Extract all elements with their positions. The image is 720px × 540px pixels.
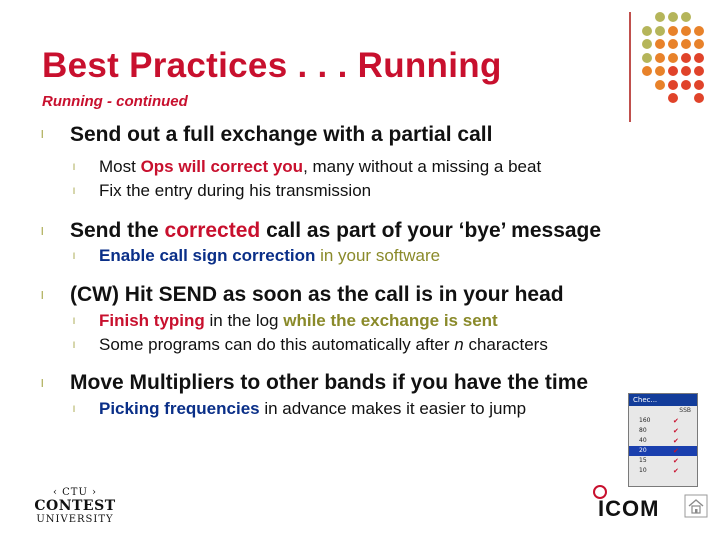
sub-item-4-1: Picking frequencies in advance makes it easier to jump xyxy=(99,399,527,418)
ctu-emblem: ‹ CTU › xyxy=(52,487,98,498)
sub-bullet-icon: l xyxy=(73,340,75,350)
bullet-item-2: Send the corrected call as part of your ‘bye’ message xyxy=(70,219,602,242)
check-icon: ✔ xyxy=(673,457,679,465)
decorative-dot xyxy=(655,53,665,63)
sub-item-1-2: Fix the entry during his transmission xyxy=(99,181,372,200)
check-icon: ✔ xyxy=(673,437,679,445)
decorative-dot-grid xyxy=(642,12,708,108)
sub-item-1-1: Most Ops will correct you, many without a missing a beat xyxy=(99,157,542,176)
bullet-item-4: Move Multipliers to other bands if you have the time xyxy=(70,371,589,394)
band-row[interactable]: 160 ✔ xyxy=(639,417,679,425)
decorative-dot xyxy=(694,93,704,103)
check-icon: ✔ xyxy=(673,447,679,455)
sub-bullet-icon: l xyxy=(73,162,75,172)
decorative-dot xyxy=(642,26,652,36)
home-icon[interactable] xyxy=(684,494,708,518)
sub-bullet-icon: l xyxy=(73,316,75,326)
slide-title: Best Practices . . . Running xyxy=(42,46,502,85)
sub-item-2-1: Enable call sign correction in your software xyxy=(99,246,441,265)
band-row[interactable]: 80 ✔ xyxy=(639,427,679,435)
decorative-dot xyxy=(668,12,678,22)
sub-bullet-icon: l xyxy=(73,404,75,414)
band-window-title: Chec... xyxy=(629,394,697,406)
band-window-mode-header: SSB xyxy=(679,407,691,414)
bullet-icon: l xyxy=(41,290,44,302)
decorative-dot xyxy=(694,26,704,36)
decorative-dot xyxy=(642,39,652,49)
bullet-icon: l xyxy=(41,378,44,390)
decorative-dot xyxy=(655,66,665,76)
decorative-dot xyxy=(694,53,704,63)
decorative-dot xyxy=(694,66,704,76)
slide-subtitle: Running - continued xyxy=(42,93,188,110)
decorative-dot xyxy=(681,12,691,22)
band-row[interactable]: 40 ✔ xyxy=(639,437,679,445)
decorative-dot xyxy=(655,39,665,49)
band-row[interactable]: 15 ✔ xyxy=(639,457,679,465)
decorative-dot xyxy=(655,12,665,22)
decorative-dot xyxy=(655,80,665,90)
bullet-icon: l xyxy=(41,226,44,238)
sub-bullet-icon: l xyxy=(73,186,75,196)
cu-line-university: UNIVERSITY xyxy=(36,514,114,525)
contest-university-logo xyxy=(34,487,116,525)
decorative-dot xyxy=(642,66,652,76)
bullet-item-1: Send out a full exchange with a partial call xyxy=(70,123,493,146)
decorative-dot xyxy=(668,80,678,90)
icom-logo: ICOM xyxy=(598,496,660,521)
bullet-icon: l xyxy=(41,129,44,141)
decorative-dot xyxy=(668,53,678,63)
decorative-dot xyxy=(681,53,691,63)
band-row-selected[interactable]: 20 ✔ xyxy=(629,446,697,456)
sub-item-3-2: Some programs can do this automatically after n characters xyxy=(99,335,548,354)
check-icon: ✔ xyxy=(673,467,679,475)
bullet-item-3: (CW) Hit SEND as soon as the call is in your head xyxy=(70,283,564,306)
check-icon: ✔ xyxy=(673,427,679,435)
decorative-dot xyxy=(681,66,691,76)
cu-line-contest: CONTEST xyxy=(34,498,116,514)
band-row[interactable]: 10 ✔ xyxy=(639,467,679,475)
decorative-vertical-line xyxy=(629,12,631,122)
decorative-dot xyxy=(694,80,704,90)
decorative-dot xyxy=(668,66,678,76)
band-checklist-window xyxy=(628,393,698,487)
decorative-dot xyxy=(681,39,691,49)
sub-bullet-icon: l xyxy=(73,251,75,261)
check-icon: ✔ xyxy=(673,417,679,425)
decorative-dot xyxy=(642,53,652,63)
sub-item-3-1: Finish typing in the log while the exchange is sent xyxy=(99,311,498,330)
decorative-dot xyxy=(655,26,665,36)
decorative-dot xyxy=(681,26,691,36)
decorative-dot xyxy=(681,80,691,90)
decorative-dot xyxy=(694,39,704,49)
decorative-dot xyxy=(668,39,678,49)
decorative-dot xyxy=(668,26,678,36)
decorative-dot xyxy=(668,93,678,103)
